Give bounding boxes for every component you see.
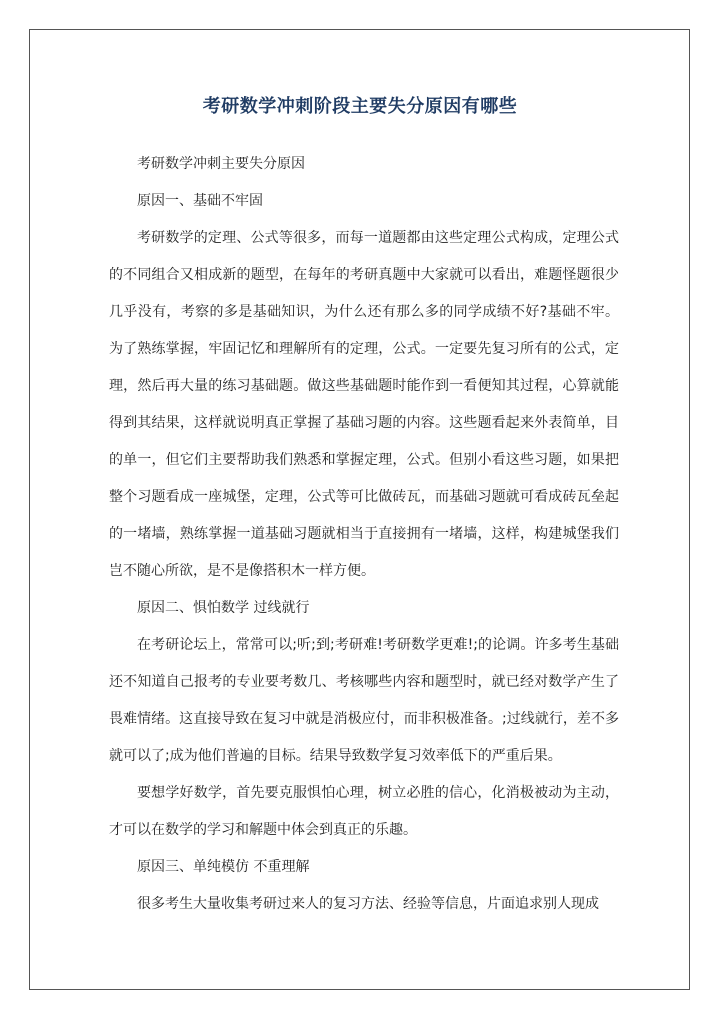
paragraph-reason-one-body: 考研数学的定理、公式等很多，而每一道题都由这些定理公式构成，定理公式的不同组合又相成新的题型，在每年的考研真题中大家就可以看出，难题怪题很少几乎没有，考察的多是基础知识，为什么还有那么多的同学成绩不好?基础不牢。为了熟练掌握，牢固记忆和理解所有的定理，公式。一定要先复习所有的公式，定理，然后再大量的练习基础题。做这些基础题时能作到一看便知其过程，心算就能得到其结果，这样就说明真正掌握了基础习题的内容。这些题看起来外表简单，目的单一，但它们主要帮助我们熟悉和掌握定理，公式。但别小看这些习题，如果把整个习题看成一座城堡，定理，公式等可比做砖瓦，而基础习题就可看成砖瓦垒起的一堵墙，熟练掌握一道基础习题就相当于直接拥有一堵墙，这样，构建城堡我们岂不随心所欲，是不是像搭积木一样方便。 [109, 230, 619, 579]
document-body [109, 146, 619, 923]
paragraph-reason-three-heading: 原因三、单纯模仿 不重理解 [137, 859, 310, 875]
document-title: 考研数学冲刺阶段主要失分原因有哪些 [202, 96, 518, 117]
paragraph-reason-three-body: 很多考生大量收集考研过来人的复习方法、经验等信息，片面追求别人现成 [137, 896, 599, 912]
paragraph-reason-two-body: 在考研论坛上，常常可以;听;到;考研难!考研数学更难!;的论调。许多考生基础还不知道自己报考的专业要考数几、考核哪些内容和题型时，就已经对数学产生了畏难情绪。这直接导致在复习中就是消极应付，而非积极准备。;过线就行，差不多就可以了;成为他们普遍的目标。结果导致数学复习效率低下的严重后果。 [109, 637, 619, 764]
paragraph-heading-intro: 考研数学冲刺主要失分原因 [137, 156, 305, 172]
paragraph-reason-one-heading: 原因一、基础不牢固 [137, 193, 263, 209]
paragraph-reason-two-advice: 要想学好数学，首先要克服惧怕心理，树立必胜的信心，化消极被动为主动，才可以在数学的学习和解题中体会到真正的乐趣。 [109, 785, 619, 838]
paragraph-reason-two-heading: 原因二、惧怕数学 过线就行 [137, 600, 310, 616]
